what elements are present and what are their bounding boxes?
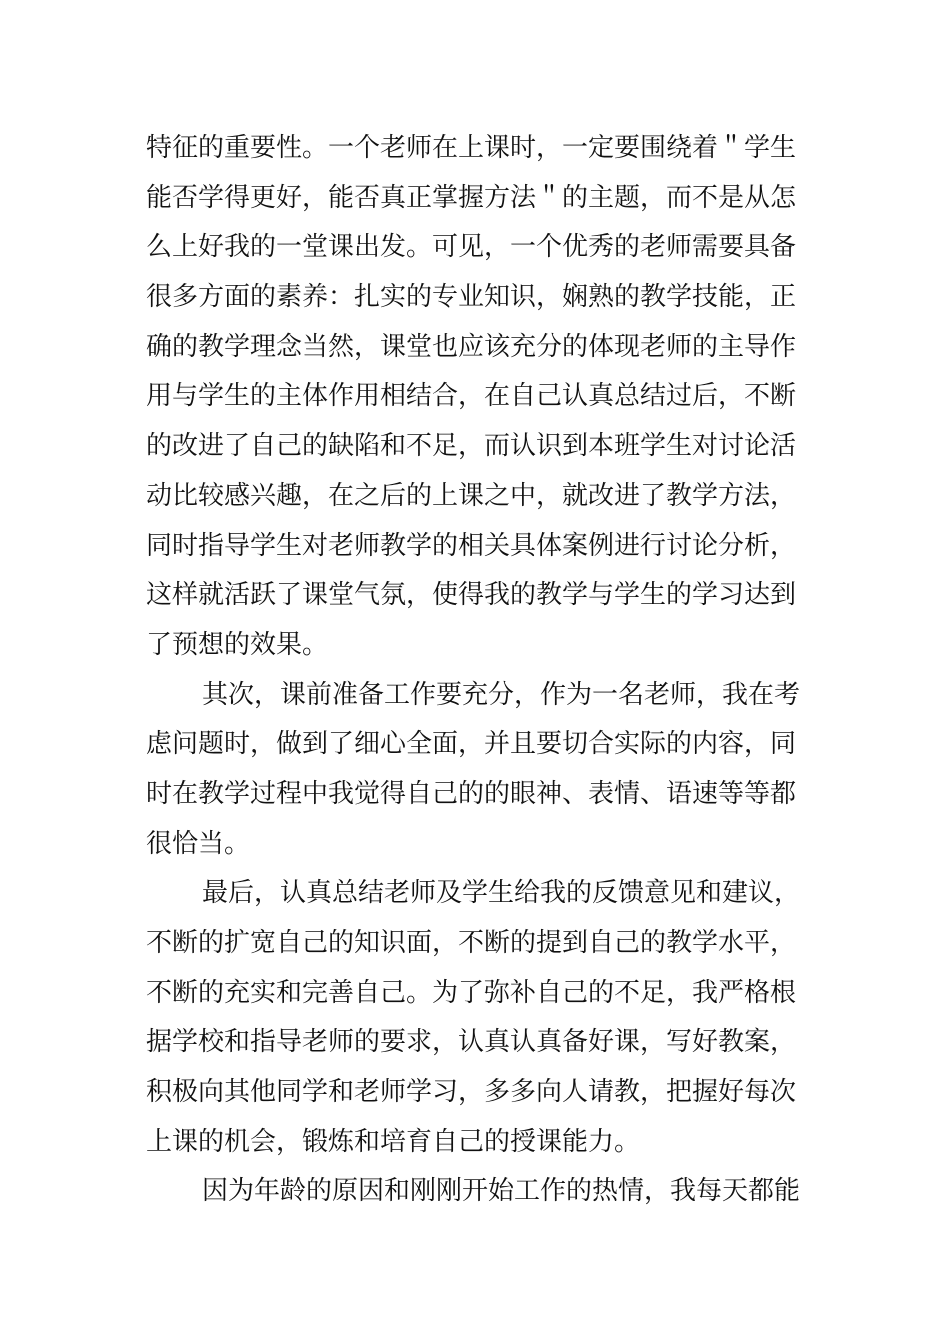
text-line: 很多方面的素养：扎实的专业知识，娴熟的教学技能，正 — [146, 282, 797, 313]
paragraph-first-line: 最后，认真总结老师及学生给我的反馈意见和建议， — [202, 878, 801, 909]
body-text — [146, 124, 806, 1217]
text-line: 动比较感兴趣，在之后的上课之中，就改进了教学方法， — [146, 480, 797, 511]
text-line: 特征的重要性。一个老师在上课时，一定要围绕着＂学生 — [146, 133, 797, 163]
text-line: 这样就活跃了课堂气氛，使得我的教学与学生的学习达到 — [146, 580, 797, 611]
text-line: 能否学得更好，能否真正掌握方法＂的主题，而不是从怎 — [146, 182, 797, 213]
text-line: 很恰当。 — [146, 828, 251, 859]
text-line: 不断的充实和完善自己。为了弥补自己的不足，我严格根 — [146, 977, 797, 1008]
text-line: 虑问题时，做到了细心全面，并且要切合实际的内容，同 — [146, 729, 797, 760]
text-line: 上课的机会，锻炼和培育自己的授课能力。 — [146, 1126, 641, 1157]
text-line: 用与学生的主体作用相结合，在自己认真总结过后，不断 — [146, 381, 797, 412]
text-line: 了预想的效果。 — [146, 629, 329, 660]
paragraph-first-line: 因为年龄的原因和刚刚开始工作的热情，我每天都能 — [202, 1176, 801, 1207]
text-line: 同时指导学生对老师教学的相关具体案例进行讨论分析， — [146, 530, 797, 561]
text-line: 确的教学理念当然，课堂也应该充分的体现老师的主导作 — [146, 331, 797, 362]
text-line: 么上好我的一堂课出发。可见，一个优秀的老师需要具备 — [146, 232, 797, 263]
text-line: 时在教学过程中我觉得自己的的眼神、表情、语速等等都 — [146, 778, 797, 809]
text-line: 据学校和指导老师的要求，认真认真备好课，写好教案， — [146, 1027, 797, 1058]
text-line: 积极向其他同学和老师学习，多多向人请教，把握好每次 — [146, 1077, 797, 1108]
text-line: 的改进了自己的缺陷和不足，而认识到本班学生对讨论活 — [146, 431, 797, 462]
paragraph-first-line: 其次，课前准备工作要充分，作为一名老师，我在考 — [202, 679, 801, 710]
text-line: 不断的扩宽自己的知识面，不断的提到自己的教学水平， — [146, 928, 797, 958]
